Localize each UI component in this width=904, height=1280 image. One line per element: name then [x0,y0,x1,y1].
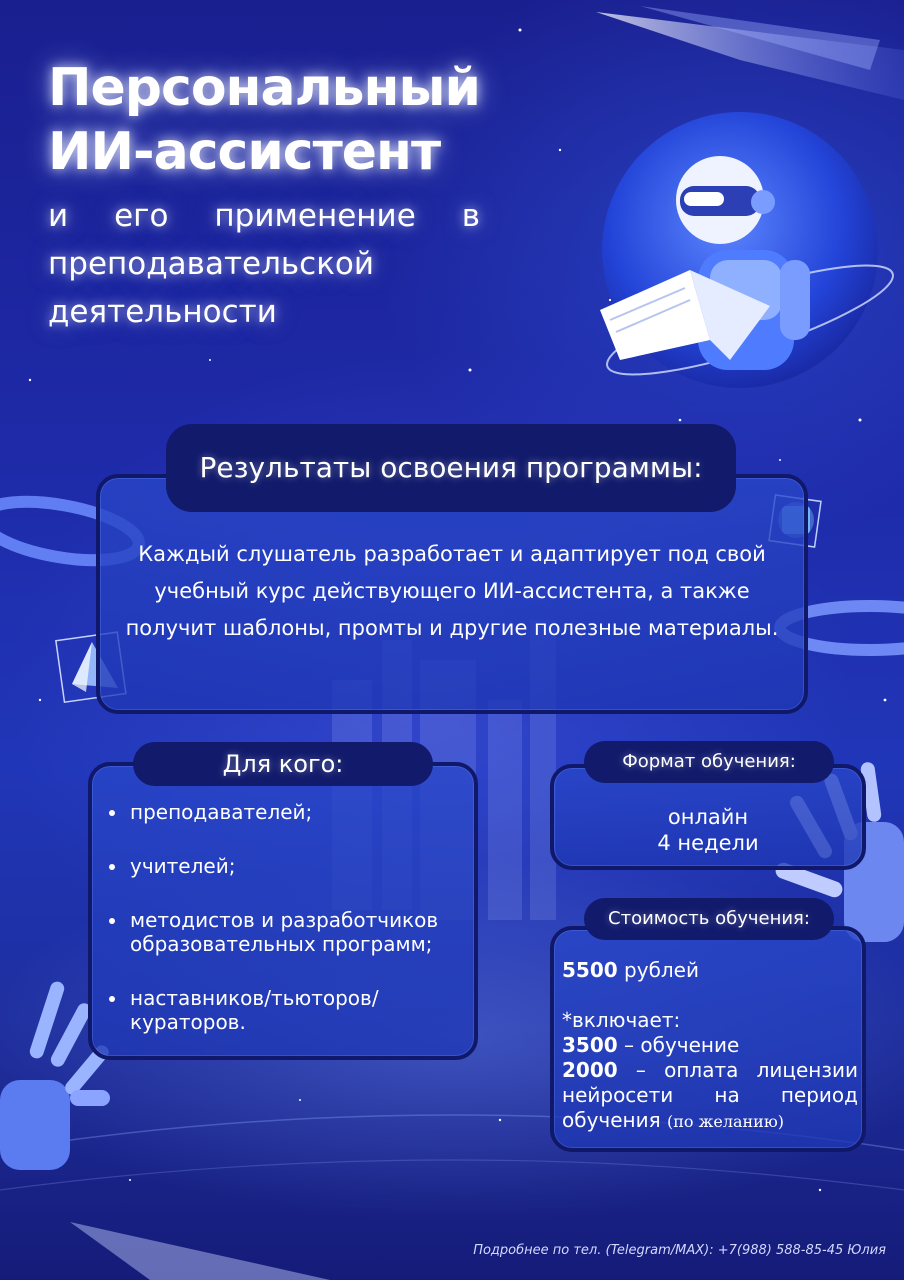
audience-list [108,800,468,1064]
footer-contact: Подробнее по тел. (Telegram/MAX): +7(988) 588-85-45 Юлия [473,1243,886,1258]
format-details [550,804,866,856]
list-item: наставников/тьюторов/ кураторов. [108,986,468,1034]
list-item: методистов и разработчиков образовательных программ; [108,908,468,956]
cost-item-1-text: – обучение [624,1033,740,1057]
cost-details [562,958,858,1134]
format-duration: 4 недели [657,831,759,855]
page-title [48,56,548,184]
title-line-2: ИИ-ассистент [48,122,441,182]
cost-item-1 [562,1033,858,1058]
title-line-1: Персональный [48,58,480,118]
list-item: преподавателей; [108,800,468,824]
robot-illustration [580,110,900,390]
cost-total-unit: рублей [624,958,699,982]
list-item: учителей; [108,854,468,878]
audience-heading: Для кого: [133,742,433,786]
cost-item-2-text: – оплата лицензии нейросети на период обучения [562,1058,858,1132]
format-mode: онлайн [667,805,749,829]
cost-item-2-note: (по желанию) [667,1112,785,1131]
cost-includes-label: *включает: [562,1008,681,1032]
cost-total-amount: 5500 [562,958,618,982]
results-heading: Результаты освоения программы: [166,424,736,512]
cost-item-1-amount: 3500 [562,1033,618,1057]
cost-heading: Стоимость обучения: [584,898,834,940]
results-text: Каждый слушатель разработает и адаптирует под свой учебный курс действующего ИИ-ассистента, а также получит шаблоны, промты и другие полезные материалы. [125,542,779,640]
page-subtitle: и его применение в преподавательской деятельности [48,198,480,330]
format-heading: Формат обучения: [584,741,834,783]
cost-item-2 [562,1058,858,1134]
cost-item-2-amount: 2000 [562,1058,618,1082]
cost-total [562,958,858,983]
